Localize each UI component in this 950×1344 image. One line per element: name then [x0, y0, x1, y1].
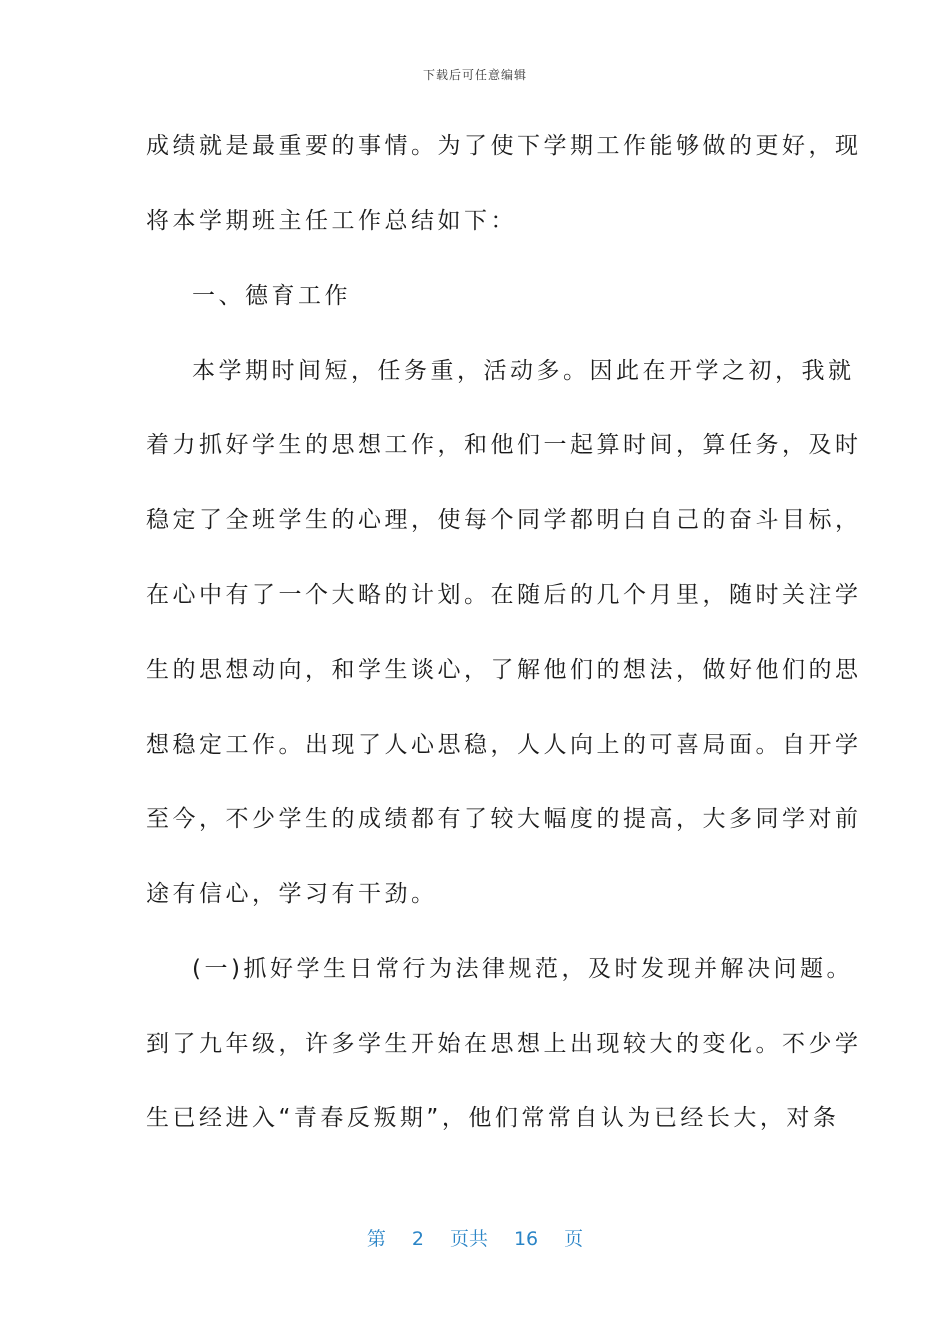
subsection-heading: (一)抓好学生日常行为法律规范，及时发现并解决问题。 [192, 956, 853, 982]
footer-middle: 页共 [449, 1228, 488, 1250]
text-line: 想稳定工作。出现了人心思稳，人人向上的可喜局面。自开学 [146, 732, 862, 758]
text-line: 生已经进入“青春反叛期”，他们常常自认为已经长大，对条 [146, 1105, 840, 1131]
text-line: 在心中有了一个大略的计划。在随后的几个月里，随时关注学 [146, 582, 862, 608]
text-line: 到了九年级，许多学生开始在思想上出现较大的变化。不少学 [146, 1031, 862, 1057]
section-heading: 一、德育工作 [192, 283, 351, 309]
text-line: 至今，不少学生的成绩都有了较大幅度的提高，大多同学对前 [146, 806, 862, 832]
total-pages: 16 [513, 1228, 539, 1250]
text-line: 途有信心，学习有干劲。 [146, 881, 438, 907]
footer-prefix: 第 [366, 1228, 386, 1250]
page-number: 2 [411, 1228, 424, 1250]
footer-suffix: 页 [564, 1228, 584, 1250]
text-line: 本学期时间短，任务重，活动多。因此在开学之初，我就 [192, 358, 855, 384]
text-line: 稳定了全班学生的心理，使每个同学都明白自己的奋斗目标， [146, 507, 862, 533]
text-line: 将本学期班主任工作总结如下： [146, 208, 517, 234]
page-footer [0, 1224, 950, 1251]
text-line: 着力抓好学生的思想工作，和他们一起算时间，算任务，及时 [146, 432, 862, 458]
page-header: 下载后可任意编辑 [422, 68, 527, 82]
text-line: 生的思想动向，和学生谈心，了解他们的想法，做好他们的思 [146, 657, 862, 683]
text-line: 成绩就是最重要的事情。为了使下学期工作能够做的更好，现 [146, 133, 862, 159]
